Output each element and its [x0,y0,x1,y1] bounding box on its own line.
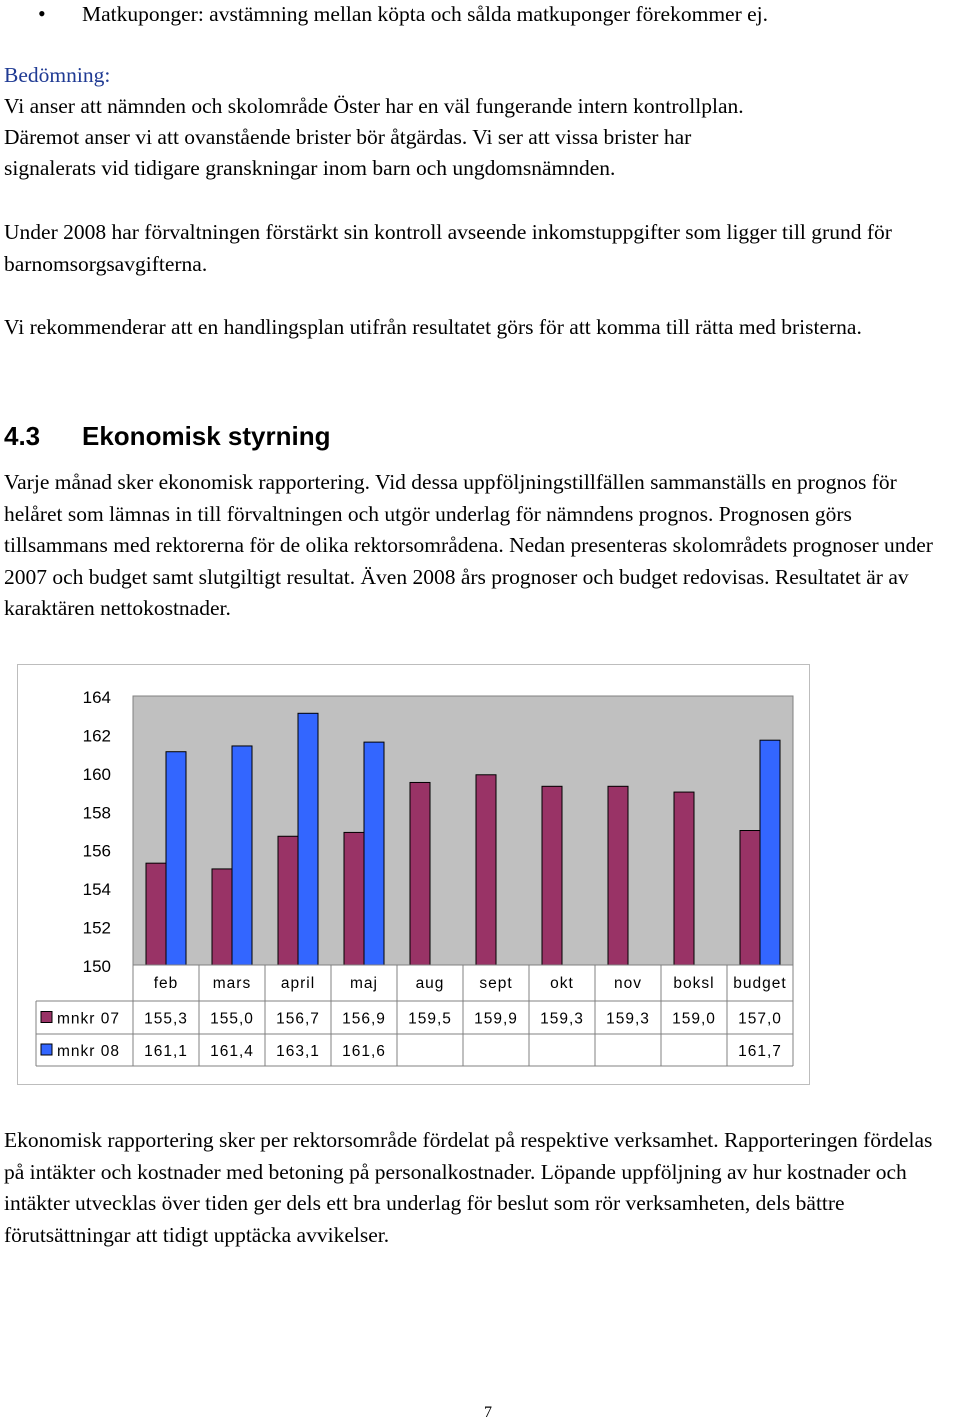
bar-mnkr-07 [212,869,232,965]
section-heading [4,419,331,453]
x-tick-label: aug [415,975,445,992]
y-tick-label: 156 [82,841,111,861]
bar-mnkr-07 [278,836,298,965]
budget-chart [17,664,810,1085]
x-tick-label: okt [550,975,574,992]
bar-mnkr-07 [542,786,562,965]
x-tick-label: maj [350,975,378,992]
x-tick-label: boksl [673,975,715,992]
bar-mnkr-07 [476,775,496,965]
legend-key [41,1012,52,1023]
x-tick-label: budget [733,975,787,992]
bar-mnkr-08 [166,752,186,965]
y-tick-label: 150 [82,957,111,976]
bar-mnkr-07 [608,786,628,965]
x-tick-label: feb [153,975,179,992]
legend-label: mnkr 08 [57,1043,120,1060]
assessment-line: signalerats vid tidigare granskningar inom barn och ungdomsnämnden. [4,156,616,180]
legend-key [41,1044,52,1055]
data-label: 159,3 [606,1010,650,1028]
data-label: 157,0 [738,1010,782,1028]
assessment-label: Bedömning: [4,63,111,87]
paragraph-income: Under 2008 har förvaltningen förstärkt sin kontroll avseende inkomstuppgifter som ligger till grund för barnomsorgsavgifterna. [4,220,892,276]
y-tick-label: 152 [82,918,111,938]
data-label: 161,6 [342,1043,386,1060]
bullet-dot: • [38,1,46,26]
y-tick-label: 154 [82,880,111,900]
bar-mnkr-07 [674,792,694,965]
bar-mnkr-08 [232,746,252,965]
bar-mnkr-07 [740,831,760,966]
bar-mnkr-08 [364,742,384,965]
paragraph-recommend: Vi rekommenderar att en handlingsplan utifrån resultatet görs för att komma till rätta med bristerna. [4,315,862,339]
data-label: 159,3 [540,1010,584,1028]
x-tick-label: nov [614,975,642,992]
assessment-line: Vi anser att nämnden och skolområde Öster har en väl fungerande intern kontrollplan. [4,94,744,118]
x-tick-label: mars [212,975,252,992]
x-tick-label: april [280,975,316,992]
data-label: 161,7 [738,1043,782,1060]
bar-mnkr-07 [410,782,430,965]
legend-label: mnkr 07 [57,1010,120,1028]
bar-mnkr-07 [146,863,166,965]
data-label: 156,9 [342,1010,386,1028]
section-title: Ekonomisk styrning [82,421,331,451]
bar-mnkr-07 [344,832,364,965]
paragraph-section-body: Varje månad sker ekonomisk rapportering. Vid dessa uppföljningstillfällen sammanställs en prognos för helåret som lämnas in till förvaltningen och utgör underlag för nämndens prognos. Prognosen görs tillsammans med rektorerna för de olika rektorsområdena. Nedan presenteras skolområdets prognoser under 2007 och budget samt slutgiltigt resultat. Även 2008 års prognoser och budget redovisas. Resultatet är av karaktären nettokostnader. [4,470,933,620]
data-label: 156,7 [276,1010,320,1028]
data-label: 163,1 [276,1043,320,1060]
y-tick-label: 162 [82,726,111,746]
x-tick-label: sept [479,975,513,992]
assessment-line: Däremot anser vi att ovanstående brister bör åtgärdas. Vi ser att vissa brister har [4,125,692,149]
y-tick-label: 158 [82,803,111,823]
bar-mnkr-08 [298,713,318,965]
y-tick-label: 160 [82,764,111,784]
data-label: 161,1 [144,1043,188,1060]
data-label: 159,9 [474,1010,518,1028]
data-label: 159,0 [672,1010,716,1028]
chart-svg [18,665,809,1084]
paragraph-after-chart: Ekonomisk rapportering sker per rektorsområde fördelat på respektive verksamhet. Rapporteringen fördelas på intäkter och kostnader med betoning på personalkostnader. Löpande uppföljning av hur kostnader och intäkter utvecklas över tiden ger dels ett bra underlag för beslut som rör verksamheten, dels bättre förutsättningar att tidigt upptäcka avvikelser. [4,1128,933,1247]
data-label: 155,3 [144,1010,188,1028]
data-label: 159,5 [408,1010,452,1028]
data-label: 161,4 [210,1043,254,1060]
bullet-text: Matkuponger: avstämning mellan köpta och sålda matkuponger förekommer ej. [82,2,769,26]
data-label: 155,0 [210,1010,254,1028]
y-tick-label: 164 [82,688,111,707]
page-number: 7 [484,1404,492,1421]
bar-mnkr-08 [760,740,780,965]
section-number: 4.3 [4,421,41,451]
